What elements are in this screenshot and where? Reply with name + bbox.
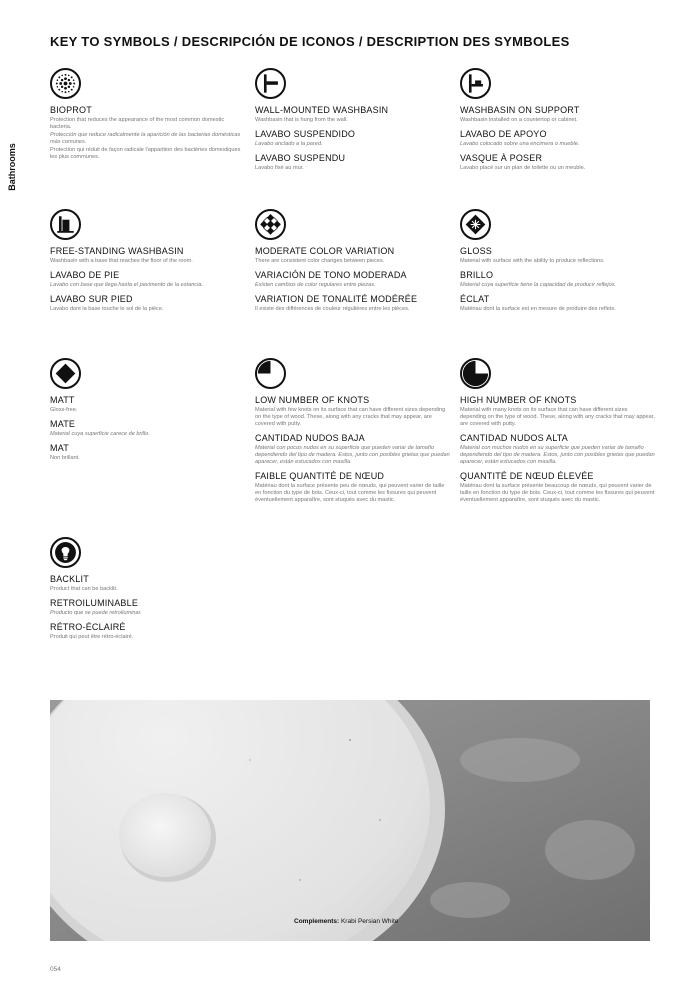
symbol-desc-en: Washbasin that is hung from the wall. [255, 117, 348, 123]
symbol-desc-fr: Lavabo dont la base touche le sol de la pièce. [50, 306, 164, 312]
symbol-title-fr: MAT [50, 443, 69, 453]
symbol-title-es: LAVABO DE PIE [50, 270, 120, 280]
symbol-desc-es: Lavabo con base que llega hasta el pavimento de la estancia. [50, 282, 204, 288]
symbol-title-fr: QUANTITÉ DE NŒUD ÉLEVÉE [460, 471, 594, 481]
symbol-desc-fr: Lavabo placé sur un plan de toilette ou un meuble. [460, 165, 586, 171]
symbol-title-es: VARIACIÓN DE TONO MODERADA [255, 270, 407, 280]
photo-caption-label: Complements: [294, 918, 340, 925]
washbasin-photo-image [50, 700, 650, 941]
symbol-desc-fr: Lavabo fixé au mur. [255, 165, 304, 171]
symbol-desc-en: Material with few knots on its surface that can have different sizes depending on the type of wood. These, along with any cracks that may appear, are covered with putty. [255, 407, 446, 427]
high-number-of-knots-icon [460, 358, 491, 389]
page-number: 054 [50, 966, 61, 973]
symbol-title-en: LOW NUMBER OF KNOTS [255, 395, 370, 405]
free-standing-washbasin-icon [50, 209, 81, 240]
symbol-title-en: WASHBASIN ON SUPPORT [460, 105, 580, 115]
symbol-title-es: RETROILUMINABLE [50, 598, 139, 608]
symbol-title-fr: VASQUE À POSER [460, 153, 543, 163]
symbol-desc-en: Washbasin with a base that reaches the floor of the room. [50, 258, 193, 264]
symbol-desc-en: Washbasin installed on a countertop or cabinet. [460, 117, 578, 123]
low-number-of-knots-icon [255, 358, 286, 389]
symbol-bioprot [50, 68, 245, 161]
symbol-desc-en: There are consistent color changes between pieces. [255, 258, 385, 264]
symbol-title-fr: LAVABO SUSPENDU [255, 153, 346, 163]
symbol-low-number-of-knots [255, 358, 450, 504]
symbol-desc-es: Material con pocos nudos en su superficie que pueden variar de tamaño dependiendo del tipo de madera. Estos, junto con posibles grietas que puedan aparecer, están estucados con masilla. [255, 445, 450, 465]
photo-caption [294, 918, 398, 925]
symbol-title-en: MODERATE COLOR VARIATION [255, 246, 395, 256]
matt-icon [50, 358, 81, 389]
symbol-title-fr: VARIATION DE TONALITÉ MODÉRÉE [255, 294, 418, 304]
symbol-desc-en: Material with many knots on its surface that can have different sizes depending on the type of wood. These, along with any cracks that may appear, are covered with putty. [460, 407, 655, 427]
symbol-title-en: HIGH NUMBER OF KNOTS [460, 395, 577, 405]
symbol-washbasin-on-support [460, 68, 655, 172]
symbol-desc-en: Protection that reduces the appearance of the most common domestic bacteria. [50, 117, 225, 130]
symbol-free-standing-washbasin [50, 209, 245, 313]
symbol-title-fr: LAVABO SUR PIED [50, 294, 133, 304]
symbol-desc-fr: Il existe des différences de couleur régulières entre les pièces. [255, 306, 410, 312]
gloss-icon [460, 209, 491, 240]
symbol-wall-mounted-washbasin [255, 68, 450, 172]
symbol-desc-es: Material cuya superficie tiene la capacidad de producir reflejos. [460, 282, 617, 288]
symbol-title-fr: FAIBLE QUANTITÉ DE NŒUD [255, 471, 385, 481]
symbol-title-en: WALL-MOUNTED WASHBASIN [255, 105, 389, 115]
symbol-desc-es: Producto que se puede retroiluminar. [50, 610, 142, 616]
product-photo [50, 700, 650, 941]
symbol-desc-fr: Produit qui peut être rétro-éclairé. [50, 634, 134, 640]
symbol-matt [50, 358, 245, 462]
section-side-label [6, 140, 24, 200]
symbol-gloss [460, 209, 655, 313]
symbol-desc-es: Material cuya superficie carece de brillo. [50, 431, 150, 437]
symbol-desc-es: Lavabo anclado a la pared. [255, 141, 323, 147]
wall-mounted-washbasin-icon [255, 68, 286, 99]
symbol-moderate-color-variation [255, 209, 450, 313]
symbol-title-es: LAVABO SUSPENDIDO [255, 129, 356, 139]
symbol-title-en: BIOPROT [50, 105, 92, 115]
symbol-title-en: GLOSS [460, 246, 493, 256]
symbol-title-fr: RÉTRO-ÉCLAIRÉ [50, 622, 126, 632]
symbol-title-en: FREE-STANDING WASHBASIN [50, 246, 184, 256]
symbol-title-es: CANTIDAD NUDOS BAJA [255, 433, 365, 443]
page-title: KEY TO SYMBOLS / DESCRIPCIÓN DE ICONOS / DESCRIPTION DES SYMBOLES [50, 34, 570, 49]
symbol-desc-es: Material con muchos nudos en su superficie que pueden variar de tamaño dependiendo del tipo de madera. Estos, junto con posibles grietas que puedan aparecer, están estucados con masilla. [460, 445, 655, 465]
symbol-title-es: LAVABO DE APOYO [460, 129, 547, 139]
symbol-desc-es: Existen cambios de color regulares entre piezas. [255, 282, 376, 288]
symbol-desc-fr: Protection qui réduit de façon radicale l'apparition des bactéries domestiques les plus communes. [50, 147, 241, 160]
symbol-title-es: CANTIDAD NUDOS ALTA [460, 433, 568, 443]
symbol-high-number-of-knots [460, 358, 655, 504]
symbol-desc-fr: Matériau dont la surface présente peu de nœuds, qui peuvent varier de taille en fonction du type de bois. Ceux-ci, tout comme les fissures qui peuvent éventuellement apparaître, sont stuqués avec du mastic. [255, 483, 445, 503]
symbol-desc-fr: Matériau dont la surface est en mesure de produire des reflets. [460, 306, 616, 312]
symbol-title-fr: ÉCLAT [460, 294, 490, 304]
symbol-backlit [50, 537, 245, 641]
symbol-desc-es: Lavabo colocado sobre una encimera o mueble. [460, 141, 580, 147]
moderate-color-variation-icon [255, 209, 286, 240]
symbol-desc-es: Protección que reduce radicalmente la aparición de las bacterias domésticas más comunes. [50, 132, 241, 145]
symbol-title-es: BRILLO [460, 270, 494, 280]
symbol-desc-en: Material with surface with the ability to produce reflections. [460, 258, 605, 264]
bioprot-icon [50, 68, 81, 99]
photo-caption-value: Krabi Persian White [340, 918, 399, 925]
symbol-desc-en: Product that can be backlit. [50, 586, 118, 592]
symbol-title-en: MATT [50, 395, 75, 405]
symbol-desc-en: Gloss-free. [50, 407, 78, 413]
symbol-title-es: MATE [50, 419, 76, 429]
symbol-desc-fr: Non brillant. [50, 455, 80, 461]
symbol-title-en: BACKLIT [50, 574, 89, 584]
symbol-desc-fr: Matériau dont la surface présente beaucoup de nœuds, qui peuvent varier de taille en fonction du type de bois. Ceux-ci, tout comme les fissures qui peuvent éventuellement apparaître, sont stuqués avec du mastic. [460, 483, 655, 503]
washbasin-on-support-icon [460, 68, 491, 99]
backlit-icon [50, 537, 81, 568]
section-side-label-text: Bathrooms [6, 143, 17, 191]
